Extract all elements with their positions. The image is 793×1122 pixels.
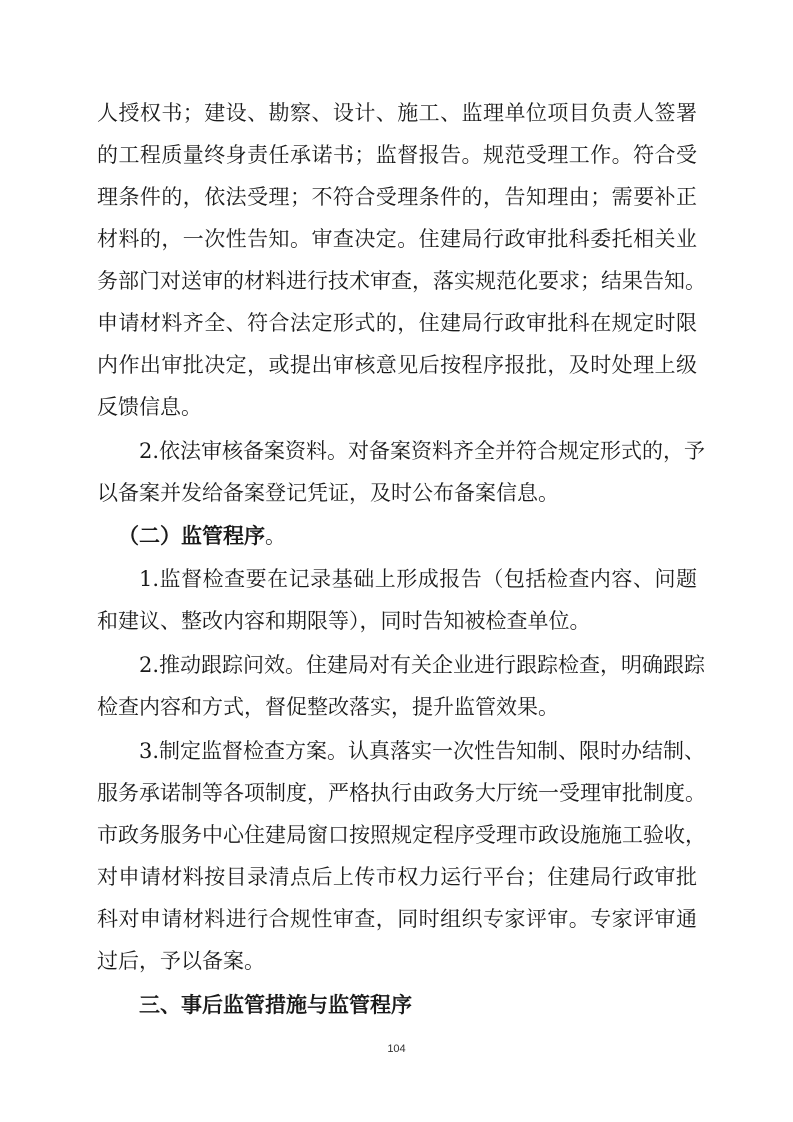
paragraph-line: 反馈信息。 — [97, 395, 202, 419]
list-item-line: 和建议、整改内容和期限等），同时告知被检查单位。 — [97, 609, 591, 633]
list-item-line: 2.推动跟踪问效。住建局对有关企业进行跟踪检查，明确跟踪 — [139, 653, 706, 677]
page-number: 104 — [387, 1043, 406, 1055]
paragraph-line: 理条件的，依法受理；不符合受理条件的，告知理由；需要补正 — [97, 185, 697, 209]
list-item-line: 对申请材料按目录清点后上传市权力运行平台；住建局行政审批 — [97, 865, 697, 889]
list-item-line: 以备案并发给备案登记凭证，及时公布备案信息。 — [97, 481, 559, 505]
list-item-line: 检查内容和方式，督促整改落实，提升监管效果。 — [97, 695, 559, 719]
paragraph-line: 务部门对送审的材料进行技术审查，落实规范化要求；结果告知。 — [97, 269, 706, 293]
list-item-line: 2.依法审核备案资料。对备案资料齐全并符合规定形式的，予 — [139, 439, 706, 463]
paragraph-line: 的工程质量终身责任承诺书；监督报告。规范受理工作。符合受 — [97, 143, 697, 167]
paragraph-line: 材料的，一次性告知。审查决定。住建局行政审批科委托相关业 — [97, 227, 697, 251]
section-heading — [118, 516, 286, 556]
list-item-line: 1.监督检查要在记录基础上形成报告（包括检查内容、问题 — [139, 567, 697, 591]
section-heading: 三、事后监管措施与监管程序 — [139, 993, 412, 1017]
paragraph-line: 人授权书；建设、勘察、设计、施工、监理单位项目负责人签署 — [97, 101, 697, 125]
list-item-line: 科对申请材料进行合规性审查，同时组织专家评审。专家评审通 — [97, 907, 697, 931]
section-heading-text: （二）监管程序 — [118, 524, 265, 548]
paragraph-line: 内作出审批决定，或提出审核意见后按程序报批，及时处理上级 — [97, 353, 697, 377]
list-item-line: 服务承诺制等各项制度，严格执行由政务大厅统一受理审批制度。 — [97, 781, 706, 805]
list-item-line: 市政务服务中心住建局窗口按照规定程序受理市政设施施工验收， — [97, 823, 706, 847]
list-item-line: 过后，予以备案。 — [97, 949, 265, 973]
list-item-line: 3.制定监督检查方案。认真落实一次性告知制、限时办结制、 — [139, 739, 706, 763]
paragraph-line: 申请材料齐全、符合法定形式的，住建局行政审批科在规定时限 — [97, 311, 697, 335]
section-heading-punct: 。 — [265, 524, 286, 548]
